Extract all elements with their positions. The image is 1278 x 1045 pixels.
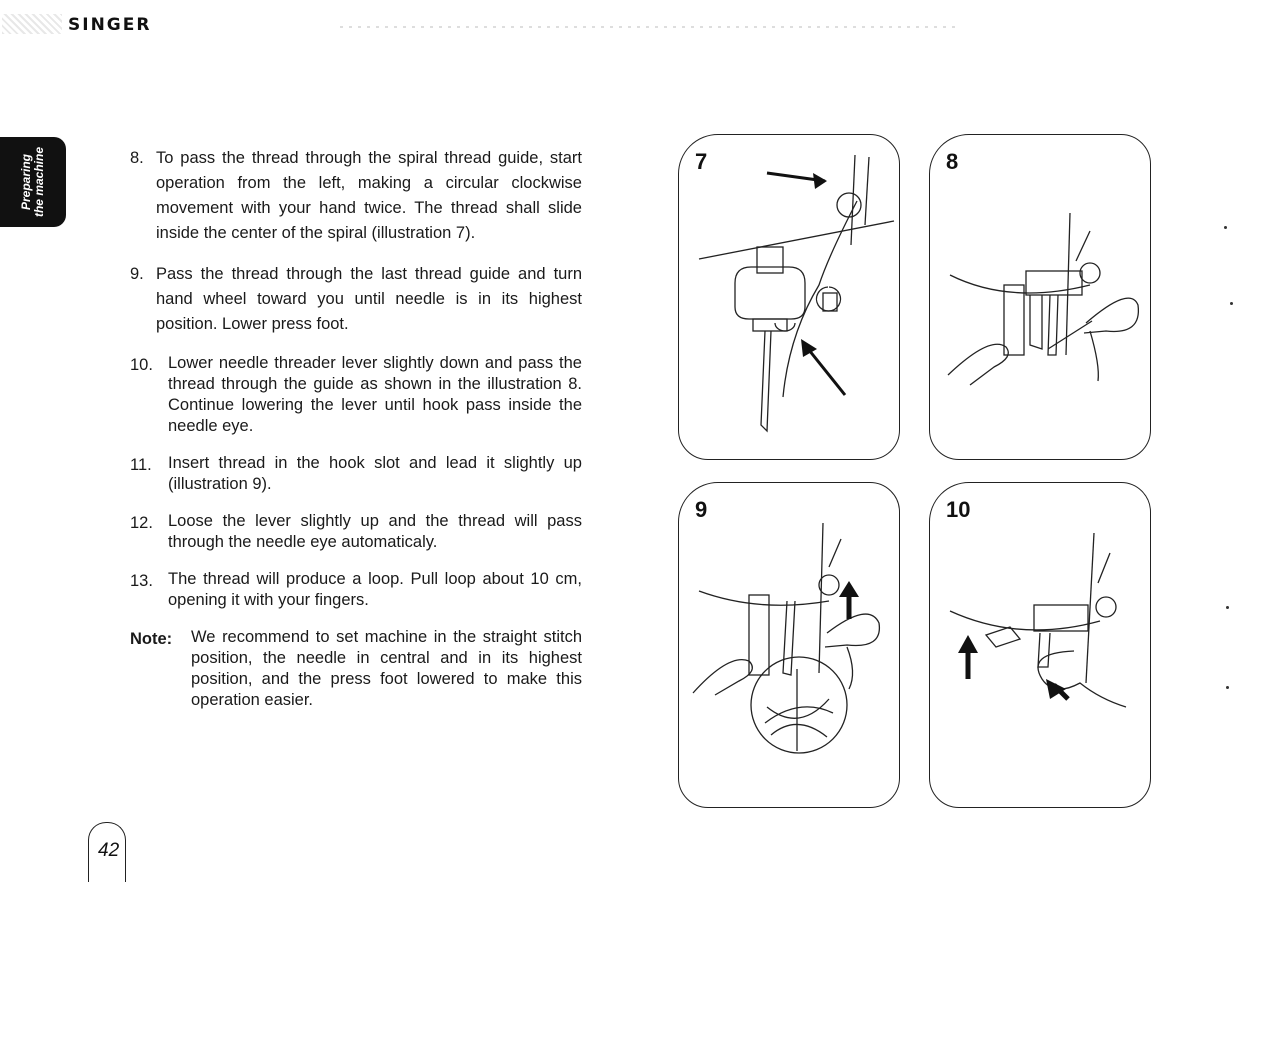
scan-speck [1226,606,1229,609]
scan-speck [1230,302,1233,305]
step-text: Insert thread in the hook slot and lead it slightly up (illustration 9). [168,454,582,493]
step-10 [130,353,582,437]
header-scan-noise-left [2,14,62,34]
step-13 [130,569,582,611]
illustration-9-drawing [679,483,901,809]
illustration-10-drawing [930,483,1152,809]
illustration-8 [929,134,1151,460]
step-11 [130,453,582,495]
illustration-label: 7 [695,149,708,174]
illustration-label: 10 [946,497,971,522]
step-text: To pass the thread through the spiral thread guide, start operation from the left, making a circular clockwise movement with your hand twice. The thread shall slide inside the center of the spiral (illustration 7). [156,149,582,242]
step-number: 12. [130,514,153,532]
step-number: 11. [130,456,152,474]
section-tab-line2: the machine [32,146,46,218]
step-number: 13. [130,572,153,590]
section-tab [0,137,66,227]
illustration-8-drawing [930,135,1152,461]
page-number: 42 [98,840,120,861]
step-number: 8. [130,149,144,167]
illustration-10 [929,482,1151,808]
header-scan-noise [340,26,960,28]
note [130,627,582,711]
illustration-label: 9 [695,497,708,522]
step-8 [130,146,582,246]
illustration-9 [678,482,900,808]
note-text: We recommend to set machine in the straight stitch position, the needle in central and in its highest position, and the press foot lowered to make this operation easier. [191,628,582,709]
section-tab-label [20,147,46,217]
scan-speck [1226,686,1229,689]
step-text: Loose the lever slightly up and the thread will pass through the needle eye automaticaly. [168,512,582,551]
step-text: Lower needle threader lever slightly down and pass the thread through the guide as shown in the illustration 8. Continue lowering the lever until hook pass inside the needle eye. [168,354,582,435]
illustration-label: 8 [946,149,959,174]
step-12 [130,511,582,553]
brand-logo: SINGER [68,15,152,35]
illustration-7-drawing [679,135,901,461]
step-text: The thread will produce a loop. Pull loop about 10 cm, opening it with your fingers. [168,570,582,609]
step-number: 9. [130,265,144,283]
step-text: Pass the thread through the last thread guide and turn hand wheel toward you until needle is in its highest position. Lower press foot. [156,265,582,333]
step-number: 10. [130,356,153,374]
scan-speck [1224,226,1227,229]
section-tab-line1: Preparing [19,154,33,211]
illustration-7 [678,134,900,460]
note-label: Note: [130,630,173,648]
step-9 [130,262,582,337]
instruction-list [130,146,582,711]
